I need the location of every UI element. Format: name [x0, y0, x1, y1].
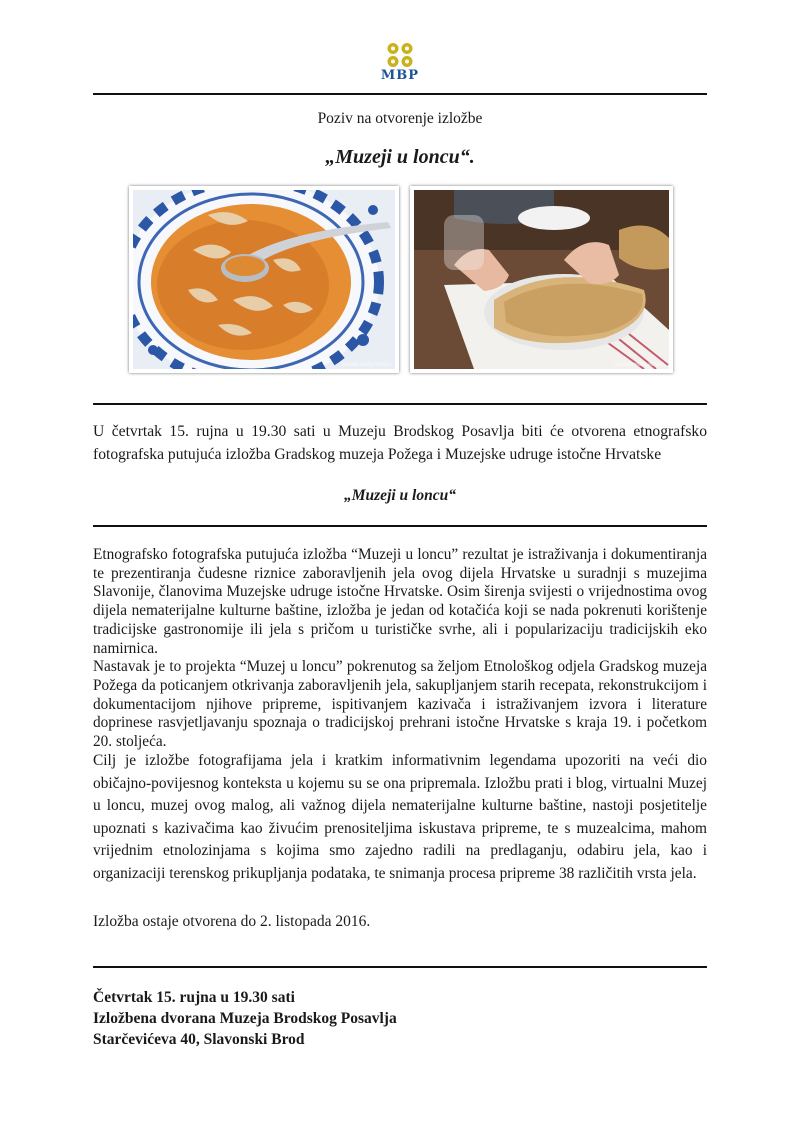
body-paragraph-3: Cilj je izložbe fotografijama jela i kratkim informativnim legendama upozoriti na veći dio običajno-povijesnog konteksta u kojemu su se ona pripremala. Izložbu prati i blog, virtualni Muzej u loncu, muzej ovog malog, ali važnog dijela nematerijalne kulturne baštine, nastoji posjetitelje upoznati s kazivačima kao živućim prenositeljima iskustava pripreme, te s muzealcima, mahom vrijednim etnolozinjama s kojima smo zajedno radili na predlaganju, odabiru jela, kao i organizaciji terenskog prikupljanja podataka, te snimanja procesa pripreme 38 različitih vrsta jela. [93, 752, 707, 882]
flatbread-image [414, 190, 669, 369]
museum-logo [370, 42, 430, 92]
exhibition-name: „Muzeji u loncu“ [344, 487, 456, 504]
top-divider [93, 93, 707, 95]
logo-text: MBP [380, 68, 420, 83]
event-venue: Izložbena dvorana Muzeja Brodskog Posavlja [93, 1010, 397, 1027]
closing-note: Izložba ostaje otvorena do 2. listopada 2016. [93, 913, 371, 930]
photo-caption: GRADSKI MUZEJ POŽEGA [615, 362, 665, 367]
section-divider-2 [93, 525, 707, 527]
section-divider-3 [93, 966, 707, 968]
exhibition-title: „Muzeji u loncu“. [325, 146, 475, 168]
section-divider-1 [93, 403, 707, 405]
body-paragraph-2: Nastavak je to projekta “Muzej u loncu” pokrenutog sa željom Etnološkog odjela Gradskog muzeja Požega da poticanjem otkrivanja zaboravljenih jela, sakupljanjem starih recepata, rekonstrukcijom i dokumentacijom njihove pripreme, ispitivanjem kazivača i istraživanjem izvora i literature doprinese rasvjetljavanju spoznaja o tradicijskoj prehrani istočne Hrvatske s kraja 19. i početkom 20. stoljeća. [93, 658, 707, 751]
photo-flatbread [410, 186, 673, 373]
event-address: Starčevićeva 40, Slavonski Brod [93, 1031, 305, 1048]
logo-mark-icon [385, 42, 415, 68]
photo-caption: GRADSKI MUZEJ POŽEGA [341, 362, 391, 367]
body-paragraphs [93, 546, 707, 752]
body-paragraph-3-wrap [93, 750, 707, 885]
body-paragraph-1: Etnografsko fotografska putujuća izložba “Muzeji u loncu” rezultat je istraživanja i dokumentiranja te prezentiranja čudesne riznice zaboravljenih jela ovog dijela Hrvatske u suradnji s muzejima Slavonije, članovima Muzejske udruge istočne Hrvatske. Osim širenja svijesti o vrijednostima ovog dijela nematerijalne kulturne baštine, izložba je jedan od kotačića koji se nada pokrenuti korištenje tradicijske gastronomije ili jela s pričom u turističke svrhe, ali i popularizaciju tradicijskih eko namirnica. [93, 546, 707, 657]
announcement-text: U četvrtak 15. rujna u 19.30 sati u Muzeju Brodskog Posavlja biti će otvorena etnografsko fotografska putujuća izložba Gradskog muzeja Požega i Muzejske udruge istočne Hrvatske [93, 423, 707, 463]
stew-bowl-image [133, 190, 395, 369]
event-details [93, 987, 707, 1050]
invitation-heading: Poziv na otvorenje izložbe [317, 110, 483, 127]
photo-stew-bowl [129, 186, 399, 373]
event-date-time: Četvrtak 15. rujna u 19.30 sati [93, 989, 295, 1006]
announcement-paragraph [93, 420, 707, 466]
